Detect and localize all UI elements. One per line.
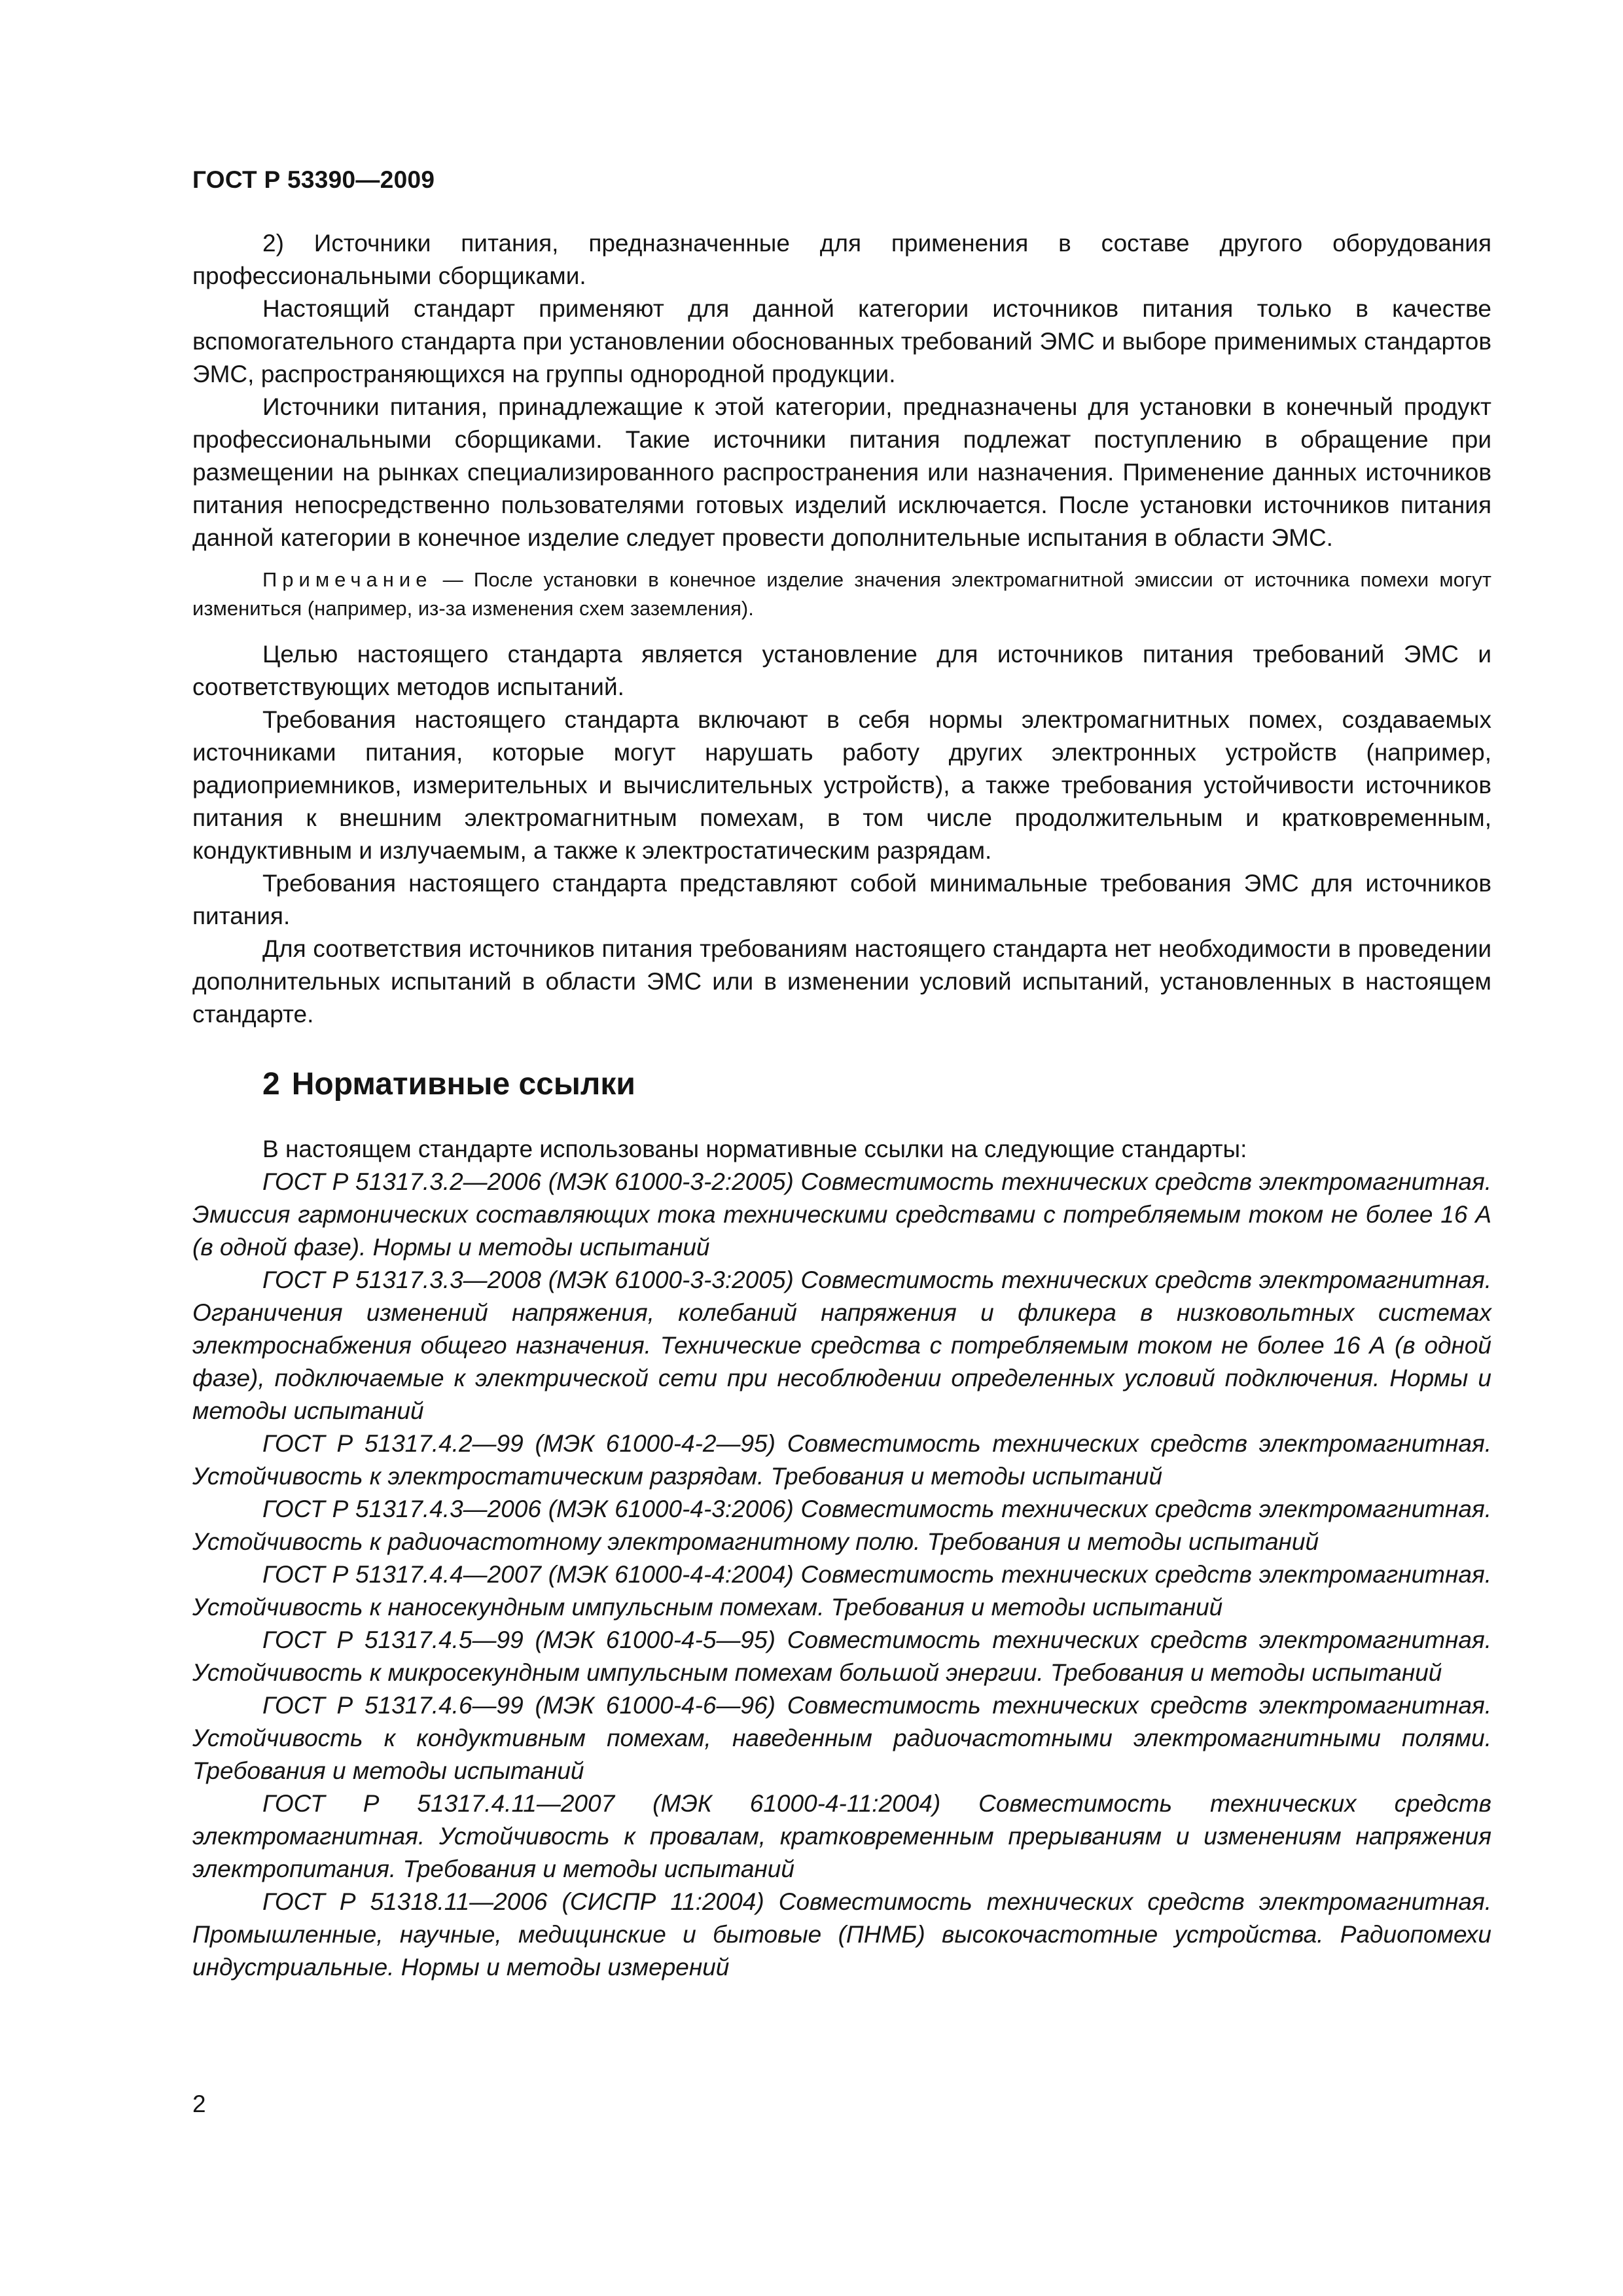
reference-item: ГОСТ Р 51317.3.3—2008 (МЭК 61000-3-3:2005) Совместимость технических средств электромагнитная. Ограничения изменений напряжения, колебаний напряжения и фликера в низковольтных системах электроснабжения общего назначения. Технические средства с потребляемым током не более 16 А (в одной фазе), подключаемые к электрической сети при несоблюдении определенных условий подключения. Нормы и методы испытаний (192, 1266, 1491, 1424)
reference-item: ГОСТ Р 51317.4.5—99 (МЭК 61000-4-5—95) Совместимость технических средств электромагнитная. Устойчивость к микросекундным импульсным помехам большой энергии. Требования и методы испытаний (192, 1626, 1491, 1686)
reference-item: ГОСТ Р 51317.3.2—2006 (МЭК 61000-3-2:2005) Совместимость технических средств электромагнитная. Эмиссия гармонических составляющих тока техническими средствами с потребляемым током не более 16 А (в одной фазе). Нормы и методы испытаний (192, 1168, 1491, 1261)
reference-item: ГОСТ Р 51317.4.4—2007 (МЭК 61000-4-4:2004) Совместимость технических средств электромагнитная. Устойчивость к наносекундным импульсным помехам. Требования и методы испытаний (192, 1561, 1491, 1621)
note-paragraph (192, 565, 1491, 623)
section-intro: В настоящем стандарте использованы нормативные ссылки на следующие стандарты: (262, 1136, 1247, 1162)
section-title: Нормативные ссылки (291, 1067, 635, 1102)
reference-item: ГОСТ Р 51318.11—2006 (СИСПР 11:2004) Совместимость технических средств электромагнитная. Промышленные, научные, медицинские и бытовые (ПНМБ) высокочастотные устройства. Радиопомехи индустриальные. Нормы и методы измерений (192, 1888, 1491, 1981)
section-heading (262, 1065, 1491, 1104)
section-number: 2 (262, 1067, 280, 1102)
reference-item: ГОСТ Р 51317.4.11—2007 (МЭК 61000-4-11:2004) Совместимость технических средств электромагнитная. Устойчивость к провалам, кратковременным прерываниям и изменениям напряжения электропитания. Требования и методы испытаний (192, 1790, 1491, 1882)
paragraph: Требования настоящего стандарта представляют собой минимальные требования ЭМС для источников питания. (192, 870, 1491, 929)
reference-item: ГОСТ Р 51317.4.2—99 (МЭК 61000-4-2—95) Совместимость технических средств электромагнитная. Устойчивость к электростатическим разрядам. Требования и методы испытаний (192, 1430, 1491, 1490)
paragraph: Настоящий стандарт применяют для данной категории источников питания только в качестве вспомогательного стандарта при установлении обоснованных требований ЭМС и выборе применимых стандартов ЭМС, распространяющихся на группы однородной продукции. (192, 295, 1491, 387)
paragraph: 2) Источники питания, предназначенные для применения в составе другого оборудования профессиональными сборщиками. (192, 230, 1491, 289)
note-label: Примечание (262, 568, 433, 591)
paragraph: Источники питания, принадлежащие к этой категории, предназначены для установки в конечный продукт профессиональными сборщиками. Такие источники питания подлежат поступлению в обращение при размещении на рынках специализированного распространения или назначения. Применение данных источников питания непосредственно пользователями готовых изделий исключается. После установки источников питания данной категории в конечное изделие следует провести дополнительные испытания в области ЭМС. (192, 393, 1491, 551)
paragraph: Для соответствия источников питания требованиям настоящего стандарта нет необходимости в проведении дополнительных испытаний в области ЭМС или в изменении условий испытаний, установленных в настоящем стандарте. (192, 935, 1491, 1028)
reference-item: ГОСТ Р 51317.4.3—2006 (МЭК 61000-4-3:2006) Совместимость технических средств электромагнитная. Устойчивость к радиочастотному электромагнитному полю. Требования и методы испытаний (192, 1496, 1491, 1555)
reference-item: ГОСТ Р 51317.4.6—99 (МЭК 61000-4-6—96) Совместимость технических средств электромагнитная. Устойчивость к кондуктивным помехам, наведенным радиочастотными электромагнитными полями. Требования и методы испытаний (192, 1692, 1491, 1784)
document-header: ГОСТ Р 53390—2009 (192, 166, 435, 193)
page-content (192, 164, 1491, 1984)
note-text: — После установки в конечное изделие значения электромагнитной эмиссии от источника помехи могут измениться (например, из-за изменения схем заземления). (192, 568, 1491, 620)
page-number: 2 (192, 2090, 206, 2117)
paragraph: Целью настоящего стандарта является установление для источников питания требований ЭМС и соответствующих методов испытаний. (192, 641, 1491, 700)
paragraph: Требования настоящего стандарта включают в себя нормы электромагнитных помех, создаваемых источниками питания, которые могут нарушать работу других электронных устройств (например, радиоприемников, измерительных и вычислительных устройств), а также требования устойчивости источников питания к внешним электромагнитным помехам, в том числе продолжительным и кратковременным, кондуктивным и излучаемым, а также к электростатическим разрядам. (192, 706, 1491, 864)
